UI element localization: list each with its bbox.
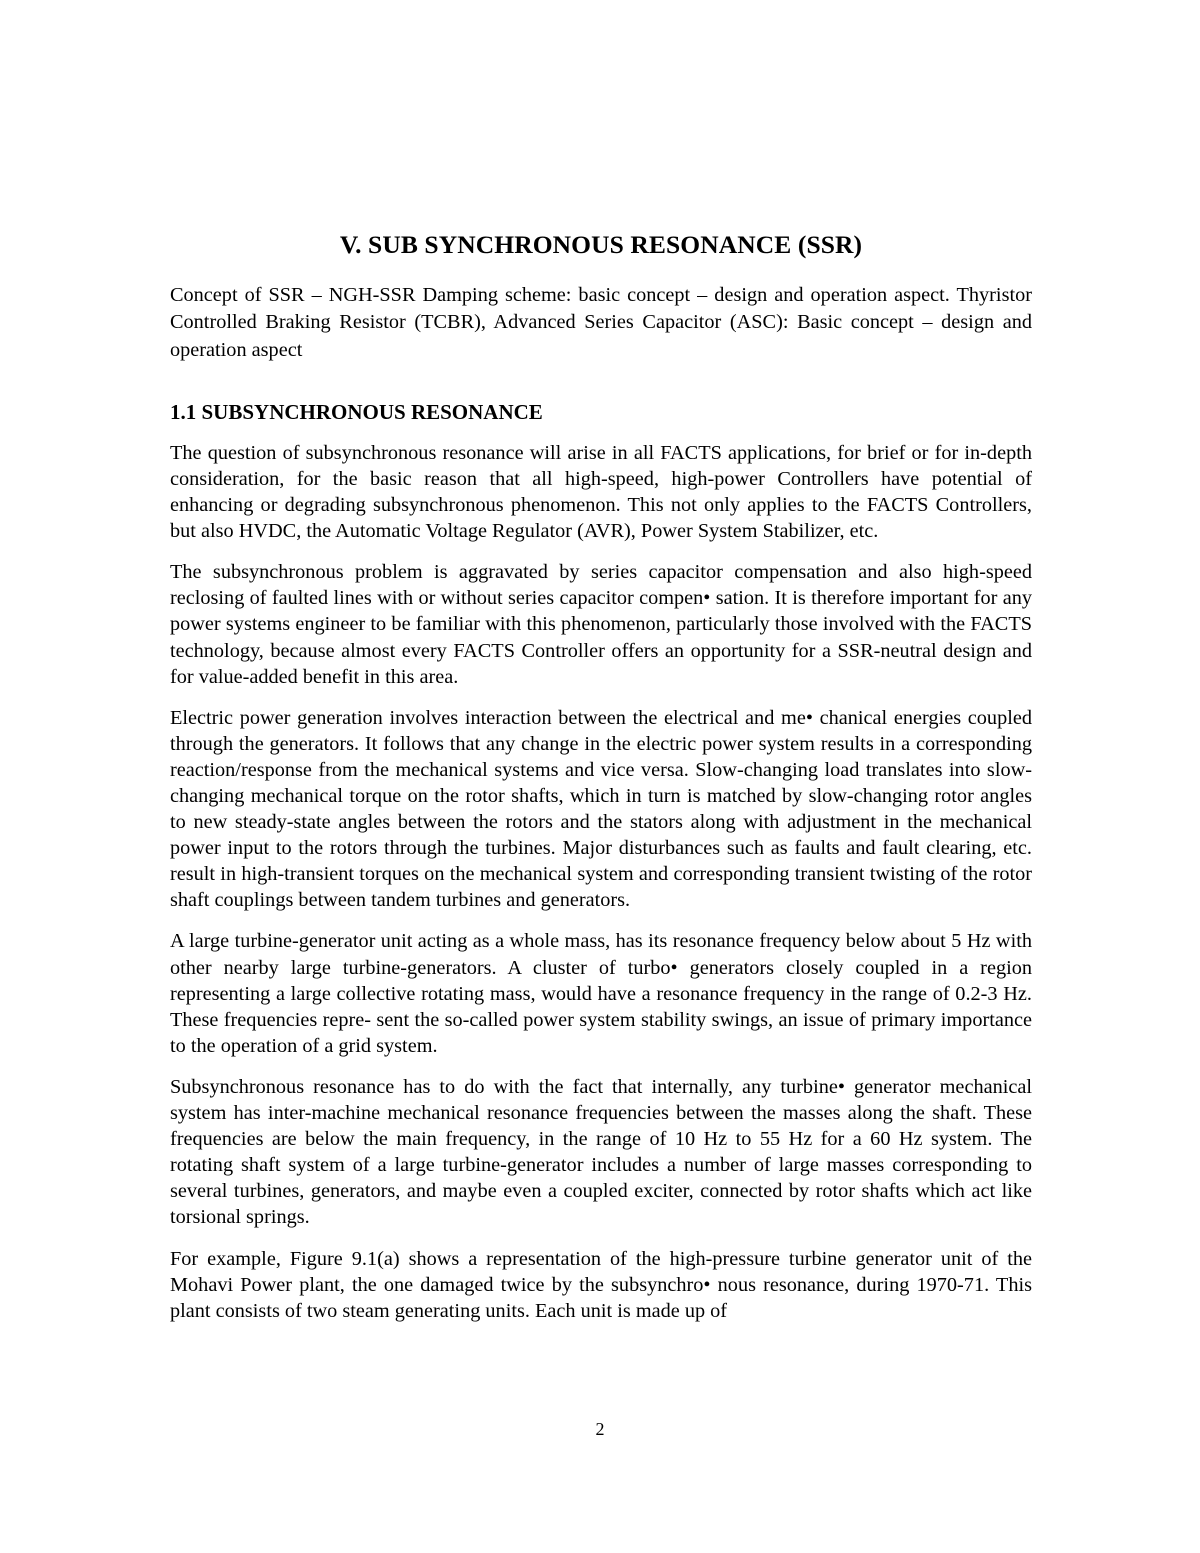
page-content	[170, 228, 1032, 1339]
body-paragraph-1: The question of subsynchronous resonance will arise in all FACTS applications, for brief or for in-depth consideration, for the basic reason that all high-speed, high-power Controllers have potential of enhancing or degrading subsynchronous phenomenon. This not only applies to the FACTS Controllers, but also HVDC, the Automatic Voltage Regulator (AVR), Power System Stabilizer, etc.	[170, 441, 1032, 543]
chapter-title: V. SUB SYNCHRONOUS RESONANCE (SSR)	[339, 230, 863, 259]
body-paragraph-4: A large turbine-generator unit acting as a whole mass, has its resonance frequency below about 5 Hz with other nearby large turbine-generators. A cluster of turbo• generators closely coupled in a region representing a large collective rotating mass, would have a resonance frequency in the range of 0.2-3 Hz. These frequencies repre- sent the so-called power system stability swings, an issue of primary importance to the operation of a grid system.	[170, 930, 1032, 1057]
body-paragraph-2: The subsynchronous problem is aggravated by series capacitor compensation and also high-speed reclosing of faulted lines with or without series capacitor compen• sation. It is therefore important for any power systems engineer to be familiar with this phenomenon, particularly those involved with the FACTS technology, because almost every FACTS Controller offers an opportunity for a SSR-neutral design and for value-added benefit in this area.	[170, 561, 1032, 688]
body-paragraph-3: Electric power generation involves interaction between the electrical and me• chanical energies coupled through the generators. It follows that any change in the electric power system results in a corresponding reaction/response from the mechanical systems and vice versa. Slow-changing load translates into slow-changing mechanical torque on the rotor shafts, which in turn is matched by slow-changing rotor angles to new steady-state angles between the rotors and the stators along with adjustment in the mechanical power input to the rotors through the turbines. Major disturbances such as faults and fault clearing, etc. result in high-transient torques on the mechanical system and corresponding transient twisting of the rotor shaft couplings between tandem turbines and generators.	[170, 706, 1032, 912]
body-paragraph-5: Subsynchronous resonance has to do with the fact that internally, any turbine• generator mechanical system has inter-machine mechanical resonance frequencies between the masses along the shaft. These frequencies are below the main frequency, in the range of 10 Hz to 55 Hz for a 60 Hz system. The rotating shaft system of a large turbine-generator includes a number of large masses corresponding to several turbines, generators, and maybe even a coupled exciter, connected by rotor shafts which act like torsional springs.	[170, 1075, 1032, 1229]
body-paragraph-6: For example, Figure 9.1(a) shows a representation of the high-pressure turbine generator unit of the Mohavi Power plant, the one damaged twice by the subsynchro• nous resonance, during 1970-71. This plant consists of two steam generating units. Each unit is made up of	[170, 1247, 1032, 1322]
chapter-intro: Concept of SSR – NGH-SSR Damping scheme: basic concept – design and operation aspect. Thyristor Controlled Braking Resistor (TCBR), Advanced Series Capacitor (ASC): Basic concept – design and operation aspect	[170, 284, 1032, 361]
section-heading: 1.1 SUBSYNCHRONOUS RESONANCE	[170, 399, 543, 424]
page-number: 2	[595, 1419, 605, 1439]
